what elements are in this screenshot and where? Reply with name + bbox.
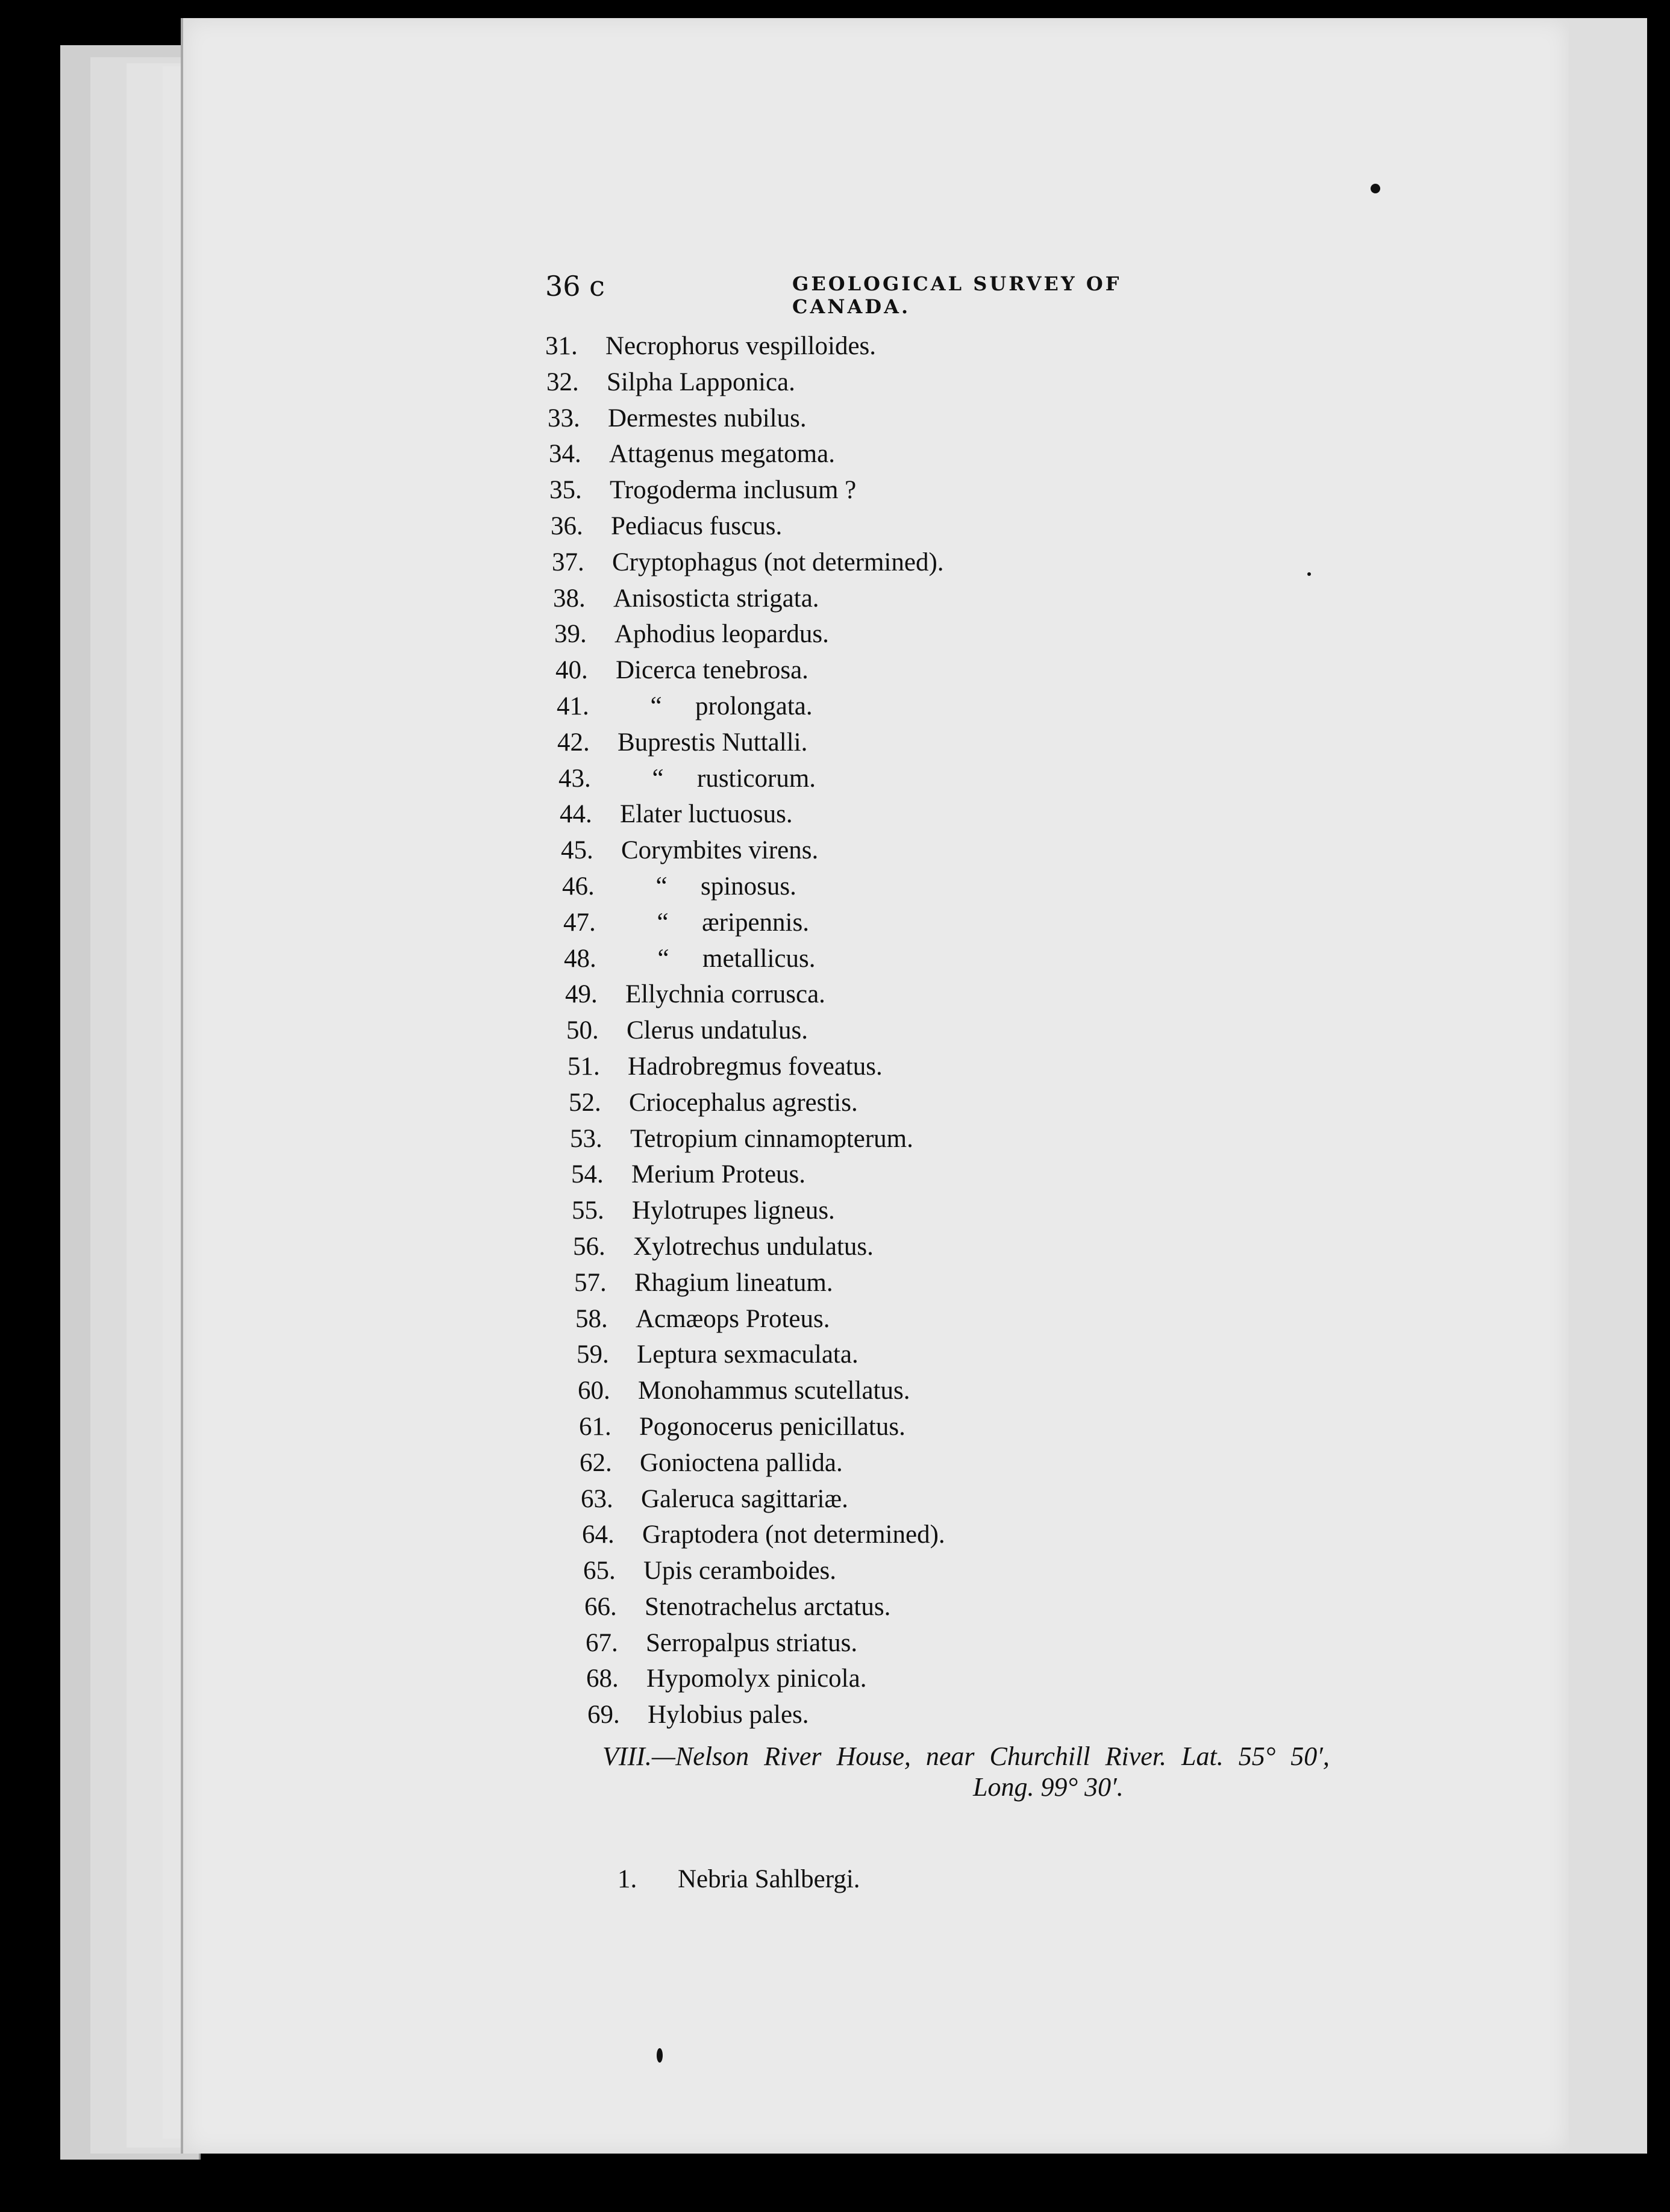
species-name: Pediacus fuscus. — [611, 511, 783, 540]
item-number: 50. — [566, 1016, 599, 1045]
item-number: 62. — [580, 1448, 612, 1477]
species-name-line — [605, 328, 876, 364]
section-heading-line-1: VIII.—Nelson River House, near Churchill River. Lat. 55° 50′, — [602, 1742, 1330, 1771]
item-number: 49. — [565, 980, 598, 1009]
list-item — [568, 1049, 1110, 1085]
species-name-line — [630, 1121, 913, 1157]
item-number: 44. — [560, 800, 592, 829]
item-number: 32. — [546, 367, 579, 396]
item-number: 1. — [618, 1865, 637, 1893]
list-item — [564, 941, 1106, 977]
item-number: 68. — [586, 1664, 619, 1693]
species-name: Merium Proteus. — [631, 1160, 806, 1189]
species-name-line — [637, 1337, 858, 1373]
species-name-line — [622, 869, 796, 905]
list-item — [549, 436, 1091, 472]
list-item — [584, 1589, 1127, 1625]
ditto-mark: “ — [657, 908, 669, 937]
item-number: 36. — [551, 511, 583, 540]
ditto-mark: “ — [652, 764, 664, 793]
list-item — [581, 1481, 1123, 1517]
species-name-line — [631, 1157, 805, 1193]
species-name: Hylobius pales. — [648, 1701, 809, 1729]
species-name: metallicus. — [702, 944, 816, 973]
species-name-line — [621, 833, 818, 869]
list-item — [551, 508, 1093, 545]
species-name-line — [642, 1517, 945, 1553]
list-item — [562, 869, 1104, 905]
running-head — [545, 270, 1226, 318]
dust-speck — [1371, 184, 1380, 193]
list-item — [560, 796, 1102, 833]
species-name-line — [607, 364, 795, 401]
item-number: 57. — [574, 1268, 607, 1297]
species-name: Stenotrachelus arctatus. — [645, 1592, 891, 1621]
species-name-line — [640, 1445, 843, 1481]
species-name-line — [618, 725, 807, 761]
list-item — [586, 1625, 1128, 1661]
species-name-line — [629, 1085, 858, 1121]
list-item — [575, 1301, 1118, 1337]
species-name-line — [612, 545, 944, 581]
species-name: æripennis. — [702, 908, 809, 937]
species-name-line — [646, 1625, 857, 1661]
dust-speck — [657, 2048, 663, 2063]
item-number: 35. — [549, 476, 582, 505]
list-item — [558, 761, 1101, 797]
item-number: 67. — [586, 1628, 618, 1657]
list-item — [578, 1373, 1120, 1409]
species-name: Hypomolyx pinicola. — [646, 1664, 867, 1693]
running-title: GEOLOGICAL SURVEY OF CANADA. — [792, 272, 1122, 318]
species-list — [545, 328, 1087, 1733]
species-name-line — [617, 689, 813, 725]
item-number: 55. — [572, 1196, 604, 1225]
item-number: 66. — [584, 1592, 617, 1621]
species-name-line — [620, 796, 793, 833]
list-item — [574, 1265, 1116, 1301]
ditto-mark: “ — [650, 692, 662, 720]
item-number: 56. — [573, 1232, 605, 1261]
species-name-line — [611, 508, 782, 545]
list-item — [571, 1157, 1113, 1193]
species-name-line — [648, 1697, 809, 1733]
item-number: 65. — [583, 1557, 616, 1586]
list-item — [573, 1229, 1115, 1265]
item-number: 46. — [562, 872, 595, 901]
species-name: Cryptophagus (not determined). — [612, 548, 944, 576]
species-name: Trogoderma inclusum ? — [610, 476, 857, 505]
species-name-line — [625, 976, 825, 1013]
list-item — [555, 652, 1098, 689]
species-name-line — [624, 941, 815, 977]
ditto-mark: “ — [655, 872, 668, 901]
list-item — [580, 1445, 1122, 1481]
species-name: spinosus. — [701, 872, 796, 901]
item-number: 59. — [577, 1340, 609, 1369]
item-number: 33. — [548, 404, 580, 433]
species-name: Nebria Sahlbergi. — [678, 1865, 860, 1893]
list-item — [557, 725, 1099, 761]
item-number: 60. — [578, 1376, 610, 1405]
item-number: 64. — [582, 1520, 615, 1549]
species-name: Upis ceramboides. — [643, 1557, 837, 1586]
species-name: Hadrobregmus foveatus. — [628, 1052, 883, 1081]
species-name: Elater luctuosus. — [620, 800, 793, 829]
list-item — [545, 328, 1087, 364]
species-name: Necrophorus vespilloides. — [605, 332, 877, 360]
item-number: 61. — [579, 1412, 611, 1441]
item-number: 41. — [557, 692, 589, 720]
item-number: 39. — [554, 620, 587, 649]
species-name-line — [608, 401, 807, 437]
list-item — [546, 364, 1089, 401]
species-name: Pogonocerus penicillatus. — [639, 1412, 905, 1441]
item-number: 42. — [557, 728, 590, 757]
species-name: Hylotrupes ligneus. — [632, 1196, 835, 1225]
list-item — [557, 689, 1099, 725]
item-number: 58. — [575, 1304, 608, 1333]
species-name: Tetropium cinnamopterum. — [630, 1124, 913, 1153]
species-name-line — [624, 905, 809, 941]
dust-speck — [1307, 572, 1311, 576]
species-name: Galeruca sagittariæ. — [641, 1484, 848, 1513]
species-name-line — [633, 1229, 874, 1265]
species-name-line — [643, 1553, 836, 1589]
list-item — [587, 1697, 1130, 1733]
species-name: prolongata. — [695, 692, 813, 720]
species-name: Xylotrechus undulatus. — [633, 1232, 874, 1261]
species-name-line — [610, 472, 856, 508]
item-number: 45. — [561, 836, 593, 865]
list-item — [566, 1013, 1109, 1049]
list-item — [565, 976, 1107, 1013]
list-item — [569, 1085, 1111, 1121]
species-name: Leptura sexmaculata. — [637, 1340, 858, 1369]
item-number: 54. — [571, 1160, 604, 1189]
species-name: Corymbites virens. — [621, 836, 819, 865]
species-name-line — [641, 1481, 848, 1517]
species-name: Anisosticta strigata. — [613, 584, 819, 613]
species-name-line — [639, 1409, 905, 1445]
species-name-line — [613, 581, 819, 617]
item-number: 47. — [563, 908, 596, 937]
species-name: Dicerca tenebrosa. — [616, 656, 808, 685]
species-name: Attagenus megatoma. — [609, 440, 835, 469]
item-number: 37. — [552, 548, 584, 576]
species-name: Criocephalus agrestis. — [629, 1088, 858, 1117]
item-number: 63. — [581, 1484, 613, 1513]
section-heading-line-2: Long. 99° 30′. — [973, 1772, 1124, 1802]
list-item — [554, 616, 1096, 652]
section-heading — [602, 1741, 1524, 1802]
item-number: 53. — [570, 1124, 602, 1153]
list-item — [586, 1661, 1128, 1697]
list-item — [553, 581, 1095, 617]
list-item — [549, 472, 1092, 508]
item-number: 43. — [558, 764, 591, 793]
list-item — [572, 1193, 1114, 1229]
species-name: Silpha Lapponica. — [607, 367, 795, 396]
species-name: Monohammus scutellatus. — [638, 1376, 910, 1405]
species-name: Buprestis Nuttalli. — [618, 728, 808, 757]
species-name: Rhagium lineatum. — [634, 1268, 833, 1297]
species-name-line — [634, 1265, 833, 1301]
item-number: 40. — [555, 656, 588, 685]
species-name-line — [636, 1301, 830, 1337]
species-name: Aphodius leopardus. — [615, 620, 829, 649]
species-name-line — [616, 652, 808, 689]
species-name: rusticorum. — [697, 764, 816, 793]
list-item — [561, 833, 1103, 869]
item-number: 34. — [549, 440, 581, 469]
species-name: Gonioctena pallida. — [640, 1448, 843, 1477]
list-item — [582, 1517, 1124, 1553]
item-number: 52. — [569, 1088, 601, 1117]
species-name-line — [678, 1861, 860, 1898]
item-number: 48. — [564, 944, 596, 973]
list-item — [579, 1409, 1121, 1445]
species-name-line — [627, 1013, 808, 1049]
facing-page-edge — [1566, 18, 1647, 2154]
species-name-line — [628, 1049, 883, 1085]
item-number: 31. — [545, 332, 578, 360]
list-item — [552, 545, 1094, 581]
species-name: Ellychnia corrusca. — [625, 980, 825, 1009]
species-name-line — [646, 1661, 866, 1697]
page-number: 36 c — [545, 270, 605, 302]
item-number: 51. — [568, 1052, 600, 1081]
species-name-line — [615, 616, 829, 652]
species-name-line — [632, 1193, 835, 1229]
item-number: 69. — [587, 1701, 620, 1729]
ditto-mark: “ — [657, 944, 669, 973]
species-name: Dermestes nubilus. — [608, 404, 807, 433]
species-name-line — [638, 1373, 910, 1409]
species-name-line — [619, 761, 816, 797]
species-name-line — [609, 436, 835, 472]
species-name: Clerus undatulus. — [627, 1016, 808, 1045]
species-name: Graptodera (not determined). — [642, 1520, 945, 1549]
list-item — [548, 401, 1090, 437]
item-number: 38. — [553, 584, 586, 613]
list-item — [563, 905, 1106, 941]
species-name: Acmæops Proteus. — [636, 1304, 830, 1333]
species-name: Serropalpus striatus. — [646, 1628, 858, 1657]
species-name-line — [645, 1589, 890, 1625]
list-item — [570, 1121, 1112, 1157]
list-item — [583, 1553, 1125, 1589]
list-item — [577, 1337, 1119, 1373]
